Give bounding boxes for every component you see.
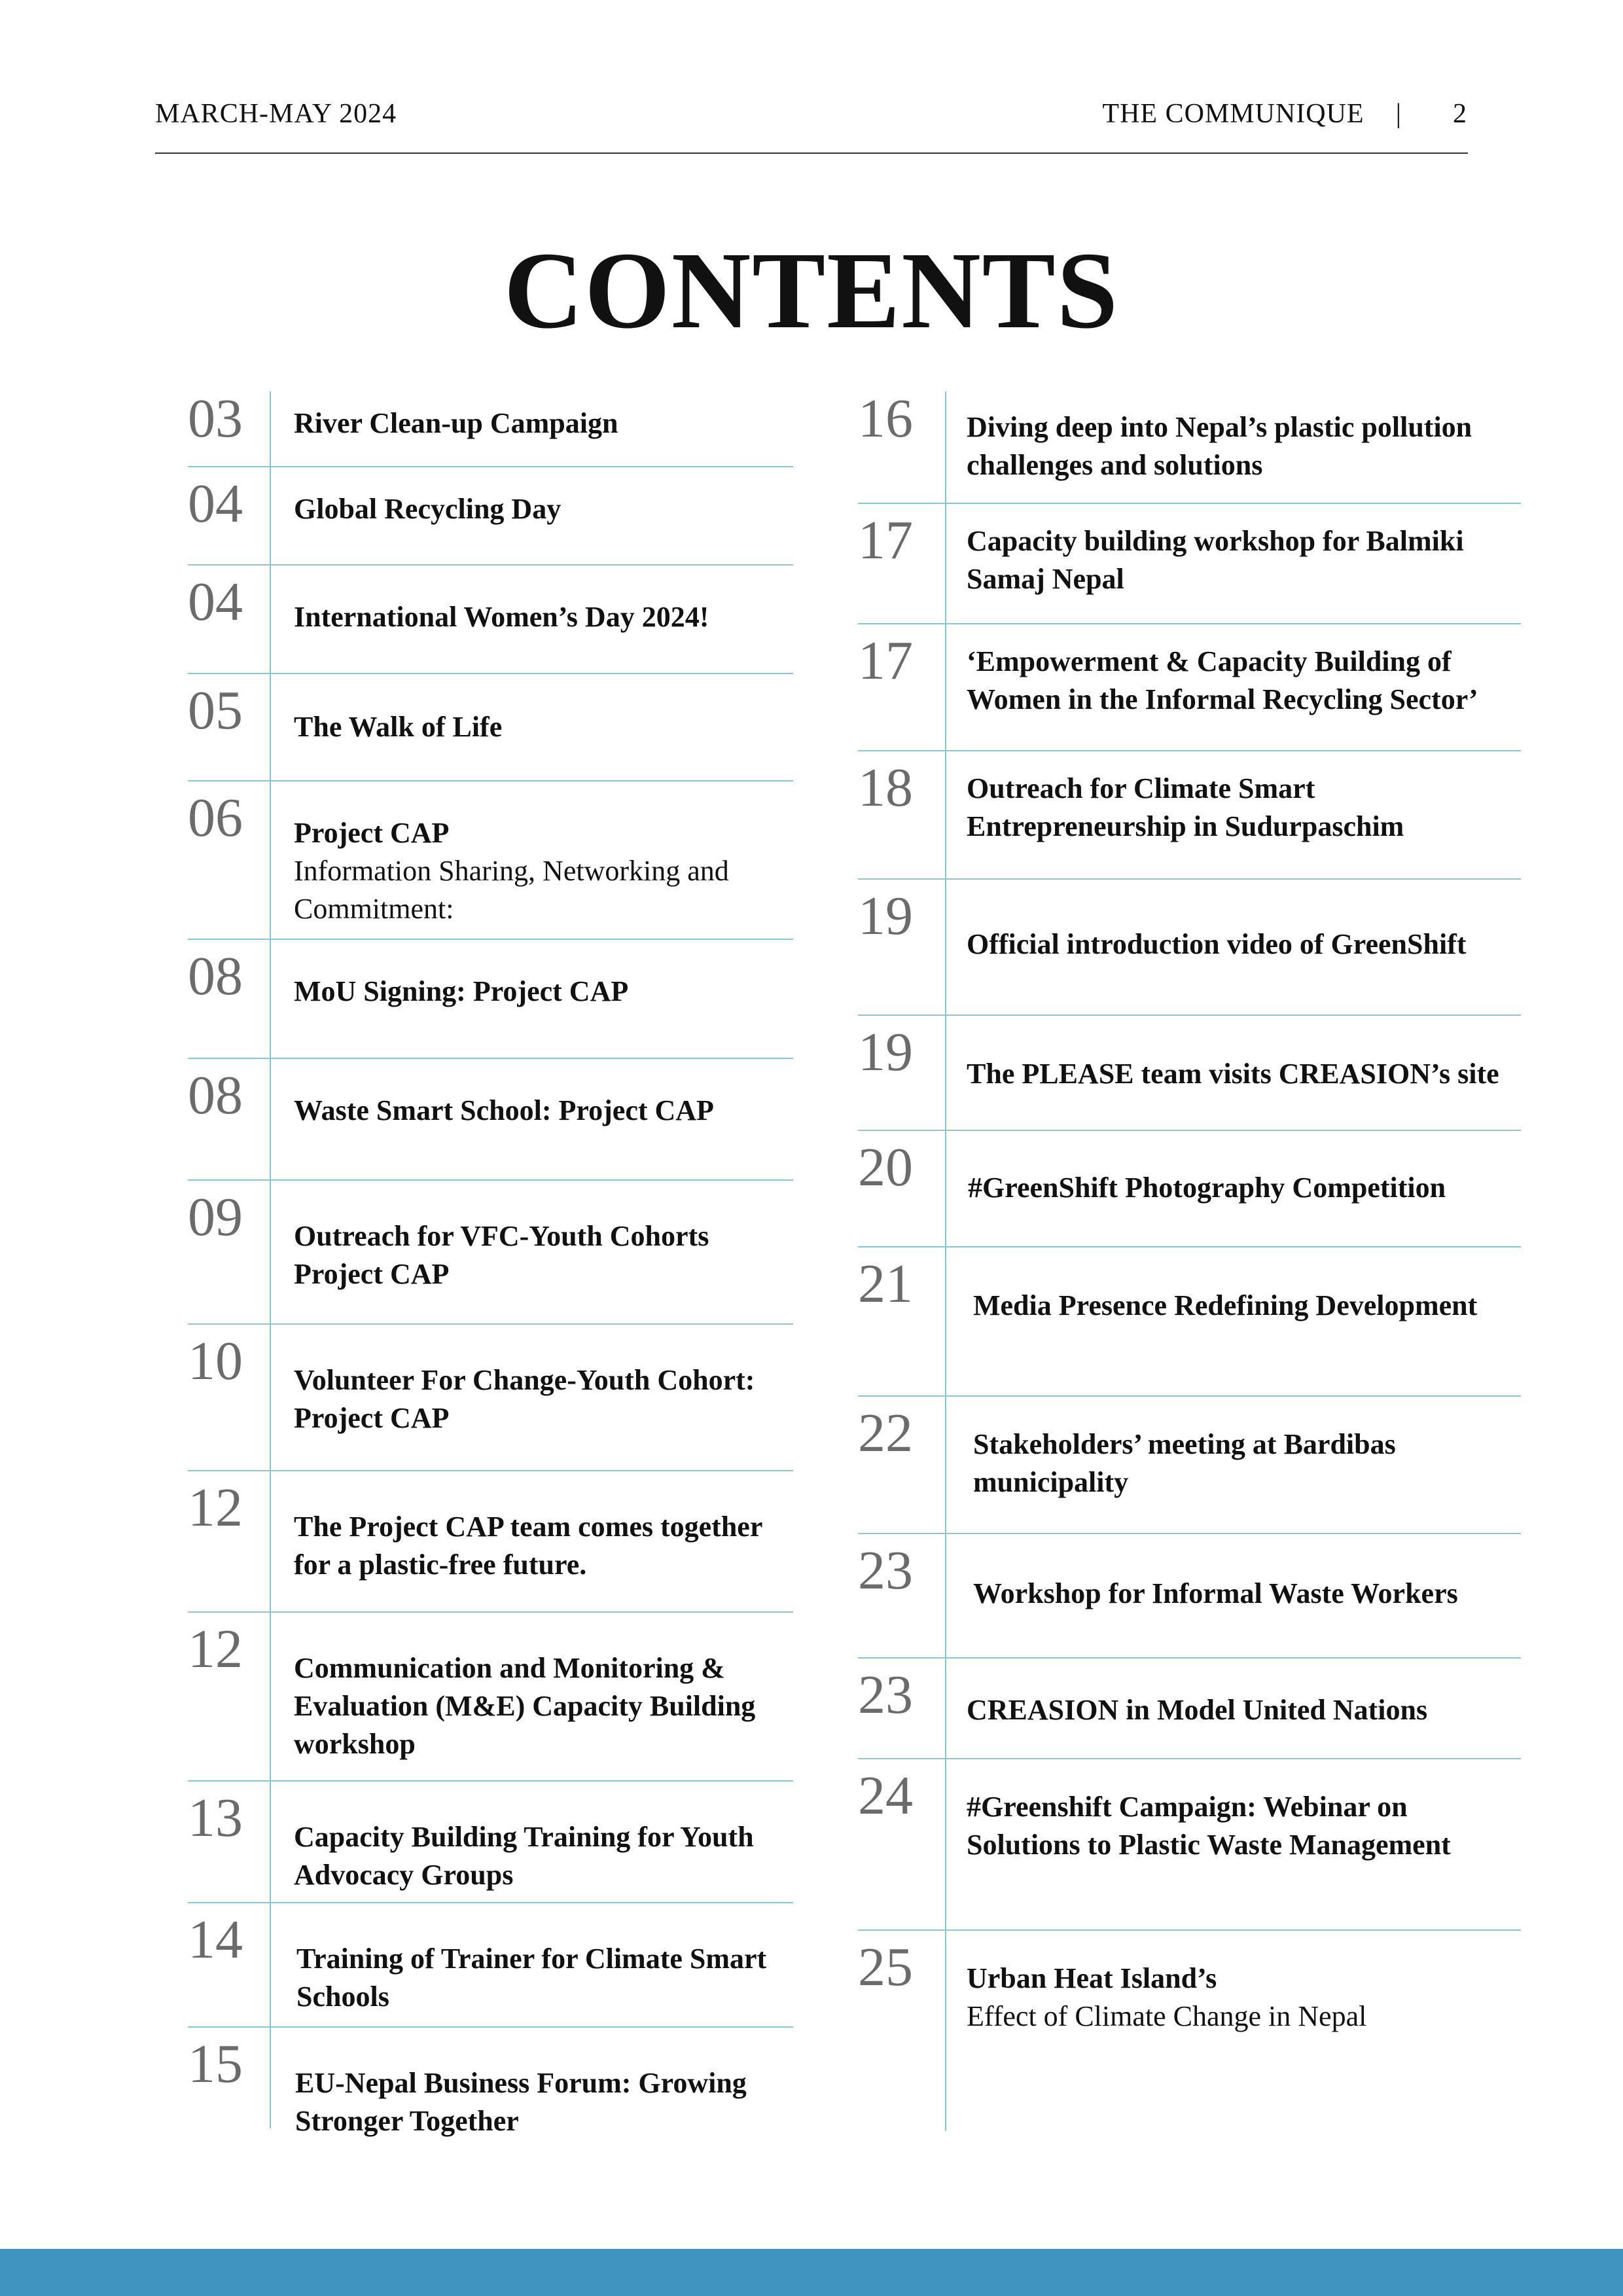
- contents-entry[interactable]: [858, 1131, 1521, 1247]
- entry-text: [967, 925, 1520, 963]
- page-number: 2: [1453, 99, 1467, 129]
- entry-text: [973, 1575, 1526, 1613]
- entry-title: Diving deep into Nepal’s plastic pollution challenges and solutions: [967, 411, 1472, 481]
- contents-entry[interactable]: [188, 1181, 793, 1325]
- entry-page-number: 18: [858, 757, 913, 818]
- contents-entry[interactable]: [858, 504, 1521, 624]
- entry-page-number: 17: [858, 510, 913, 571]
- contents-entry[interactable]: [188, 1782, 793, 1903]
- entry-page-number: 15: [188, 2034, 243, 2094]
- entry-title: International Women’s Day 2024!: [294, 601, 709, 633]
- entry-title: Official introduction video of GreenShift: [967, 928, 1467, 960]
- contents-entry[interactable]: [188, 1613, 793, 1782]
- entry-page-number: 08: [188, 946, 243, 1007]
- contents-entry[interactable]: [188, 1903, 793, 2028]
- contents-entry[interactable]: [858, 1534, 1521, 1659]
- entry-text: [294, 1818, 791, 1894]
- entry-text: [294, 404, 791, 442]
- contents-entry[interactable]: [188, 674, 793, 781]
- contents-entry[interactable]: [188, 1059, 793, 1181]
- entry-title: The PLEASE team visits CREASION’s site: [967, 1058, 1499, 1090]
- entry-title: The Project CAP team comes together for a plastic-free future.: [294, 1511, 762, 1581]
- entry-text: [294, 1217, 791, 1293]
- entry-text: [296, 1940, 794, 2016]
- entry-title: Media Presence Redefining Development: [973, 1289, 1478, 1321]
- entry-text: [968, 1169, 1521, 1207]
- entry-page-number: 04: [188, 473, 243, 534]
- contents-entry[interactable]: [858, 1397, 1521, 1534]
- contents-entry[interactable]: [858, 1659, 1521, 1759]
- entry-title: Waste Smart School: Project CAP: [294, 1094, 714, 1126]
- entry-text: [294, 1361, 791, 1437]
- entry-page-number: 17: [858, 630, 913, 691]
- entry-title: The Walk of Life: [294, 711, 503, 743]
- contents-entry[interactable]: [858, 880, 1521, 1016]
- contents-entry[interactable]: [858, 1016, 1521, 1131]
- entry-page-number: 19: [858, 886, 913, 946]
- entry-page-number: 16: [858, 388, 913, 449]
- entry-page-number: 24: [858, 1765, 913, 1826]
- entry-title: Communication and Monitoring & Evaluation (M&E) Capacity Building workshop: [294, 1652, 756, 1760]
- issue-date: MARCH-MAY 2024: [155, 99, 397, 129]
- entry-text: [967, 1691, 1520, 1729]
- entry-page-number: 12: [188, 1619, 243, 1679]
- contents-column-left: [188, 388, 793, 2145]
- entry-page-number: 08: [188, 1065, 243, 1126]
- entry-page-number: 19: [858, 1022, 913, 1083]
- entry-text: [967, 1960, 1520, 2036]
- entry-title: Stakeholders’ meeting at Bardibas municipality: [973, 1428, 1396, 1498]
- entry-title: Volunteer For Change-Youth Cohort: Project CAP: [294, 1364, 755, 1434]
- entry-text: [967, 643, 1520, 719]
- entry-page-number: 03: [188, 388, 243, 449]
- entry-page-number: 25: [858, 1937, 913, 1998]
- entry-page-number: 23: [858, 1540, 913, 1601]
- entry-title: #Greenshift Campaign: Webinar on Solutions to Plastic Waste Management: [967, 1791, 1451, 1861]
- header-separator: |: [1395, 99, 1402, 129]
- entry-page-number: 05: [188, 680, 243, 741]
- entry-title: EU-Nepal Business Forum: Growing Stronger Together: [295, 2067, 747, 2137]
- entry-title: Capacity building workshop for Balmiki Samaj Nepal: [967, 525, 1464, 595]
- entry-page-number: 13: [188, 1787, 243, 1848]
- entry-title: Outreach for Climate Smart Entrepreneurship in Sudurpaschim: [967, 772, 1404, 842]
- entry-page-number: 21: [858, 1253, 913, 1314]
- entry-title: Urban Heat Island’s: [967, 1962, 1217, 1994]
- entry-text: [294, 973, 791, 1011]
- entry-page-number: 09: [188, 1187, 243, 1247]
- entry-title: Project CAP: [294, 817, 450, 849]
- entry-title: ‘Empowerment & Capacity Building of Women in the Informal Recycling Sector’: [967, 645, 1478, 715]
- contents-entry[interactable]: [188, 388, 793, 467]
- entry-text: [973, 1287, 1526, 1325]
- entry-page-number: 20: [858, 1137, 913, 1198]
- page-title: CONTENTS: [503, 230, 1120, 351]
- entry-text: [967, 1055, 1520, 1093]
- contents-entry[interactable]: [188, 940, 793, 1059]
- header-right: [1102, 98, 1467, 130]
- entry-title: Global Recycling Day: [294, 493, 562, 525]
- contents-entry[interactable]: [858, 388, 1521, 504]
- publication-name: THE COMMUNIQUE: [1102, 99, 1364, 129]
- column-divider: [945, 391, 946, 2131]
- contents-entry[interactable]: [858, 751, 1521, 880]
- entry-text: [294, 1508, 791, 1584]
- entry-title: Outreach for VFC-Youth Cohorts Project CAP: [294, 1220, 709, 1290]
- entry-text: [967, 408, 1520, 484]
- contents-entry[interactable]: [188, 2028, 793, 2145]
- entry-text: [967, 770, 1520, 846]
- footer-bar: [0, 2249, 1623, 2296]
- entry-title: #GreenShift Photography Competition: [968, 1172, 1446, 1204]
- entry-title: CREASION in Model United Nations: [967, 1694, 1428, 1726]
- entry-subtitle: Effect of Climate Change in Nepal: [967, 2000, 1367, 2032]
- contents-entry[interactable]: [858, 1247, 1521, 1397]
- contents-entry[interactable]: [188, 1471, 793, 1613]
- entry-page-number: 06: [188, 787, 243, 848]
- contents-entry[interactable]: [188, 467, 793, 565]
- header-rule: [155, 152, 1468, 154]
- entry-title: Workshop for Informal Waste Workers: [973, 1577, 1458, 1609]
- entry-page-number: 23: [858, 1664, 913, 1725]
- entry-title: MoU Signing: Project CAP: [294, 975, 629, 1007]
- entry-text: [967, 522, 1520, 598]
- entry-text: [973, 1426, 1526, 1501]
- entry-text: [294, 814, 791, 928]
- contents-entry[interactable]: [188, 1325, 793, 1471]
- entry-text: [294, 708, 791, 746]
- contents-entry[interactable]: [188, 781, 793, 940]
- entry-page-number: 12: [188, 1477, 243, 1538]
- contents-column-right: [858, 388, 1521, 2147]
- contents-entry[interactable]: [188, 565, 793, 674]
- entry-page-number: 10: [188, 1331, 243, 1391]
- entry-page-number: 14: [188, 1909, 243, 1970]
- entry-title: Training of Trainer for Climate Smart Schools: [296, 1943, 767, 2013]
- entry-page-number: 04: [188, 571, 243, 632]
- entry-subtitle: Information Sharing, Networking and Commitment:: [294, 855, 729, 925]
- entry-title: River Clean-up Campaign: [294, 407, 618, 439]
- entry-text: [294, 598, 791, 636]
- contents-entry[interactable]: [858, 1759, 1521, 1931]
- entry-page-number: 22: [858, 1403, 913, 1463]
- entry-title: Capacity Building Training for Youth Advocacy Groups: [294, 1821, 754, 1891]
- entry-text: [294, 1649, 791, 1763]
- contents-entry[interactable]: [858, 1931, 1521, 2147]
- entry-text: [294, 490, 791, 528]
- entry-text: [295, 2064, 793, 2140]
- entry-text: [967, 1788, 1520, 1864]
- entry-text: [294, 1092, 791, 1130]
- column-divider: [270, 391, 271, 2128]
- contents-entry[interactable]: [858, 624, 1521, 751]
